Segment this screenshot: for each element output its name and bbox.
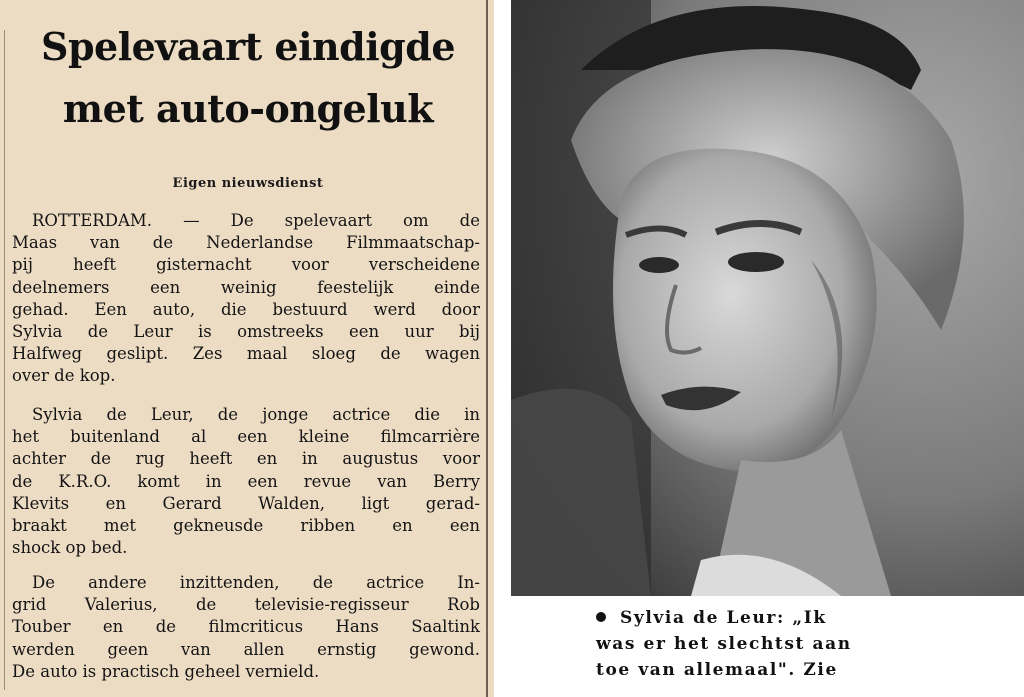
text-line: De auto is practisch geheel vernield. <box>12 661 320 681</box>
text-line: grid Valerius, de televisie-regisseur Rob <box>12 595 480 615</box>
newspaper-clipping <box>0 0 494 697</box>
eye-left <box>639 257 679 273</box>
text-line: gehad. Een auto, die bestuurd werd door <box>12 299 480 319</box>
text-line: over de kop. <box>12 366 116 386</box>
portrait-illustration <box>511 0 1024 596</box>
photo-caption <box>596 605 936 683</box>
article-headline <box>18 16 478 140</box>
headline-line-2: met auto-ongeluk <box>62 86 434 131</box>
shoulder-shadow <box>511 389 651 596</box>
paragraph-1 <box>12 210 480 388</box>
portrait-photo <box>511 0 1024 596</box>
text-line: shock op bed. <box>12 538 128 558</box>
byline: Eigen nieuwsdienst <box>172 176 324 191</box>
text-line: deelnemers een weinig feestelijk einde <box>12 277 480 297</box>
column-rule-left <box>4 30 5 690</box>
eye-right <box>728 252 784 272</box>
text-line: Halfweg geslipt. Zes maal sloeg de wagen <box>12 344 480 364</box>
text-line: pij heeft gisternacht voor verscheidene <box>12 255 480 275</box>
bullet-icon <box>596 612 606 622</box>
caption-line-1 <box>596 605 936 631</box>
paragraph-2 <box>12 404 480 559</box>
caption-line-2: was er het slechtst aan <box>596 634 852 654</box>
text-line: Klevits en Gerard Walden, ligt gerad- <box>12 493 480 513</box>
headline-line-1: Spelevaart eindigde <box>41 24 455 69</box>
text-line: braakt met gekneusde ribben en een <box>12 515 480 535</box>
text-line: Sylvia de Leur is omstreeks een uur bij <box>12 321 480 341</box>
paragraph-3 <box>12 572 480 683</box>
text-line: achter de rug heeft en in augustus voor <box>12 449 480 469</box>
text-line: Touber en de filmcriticus Hans Saaltink <box>12 617 480 637</box>
text-line: Sylvia de Leur, de jonge actrice die in <box>32 405 480 424</box>
text-line: het buitenland al een kleine filmcarrière <box>12 427 480 447</box>
column-rule-right <box>486 0 488 697</box>
text-line: ROTTERDAM. — De spelevaart om de <box>32 211 480 230</box>
text-line: de K.R.O. komt in een revue van Berry <box>12 471 480 491</box>
caption-line-3: toe van allemaal". Zie <box>596 660 838 680</box>
text-line: werden geen van allen ernstig gewond. <box>12 639 480 659</box>
caption-text-1: Sylvia de Leur: „Ik <box>620 608 827 628</box>
face <box>613 149 877 472</box>
text-line: De andere inzittenden, de actrice In- <box>32 573 480 592</box>
text-line: Maas van de Nederlandse Filmmaatschap- <box>12 233 480 253</box>
